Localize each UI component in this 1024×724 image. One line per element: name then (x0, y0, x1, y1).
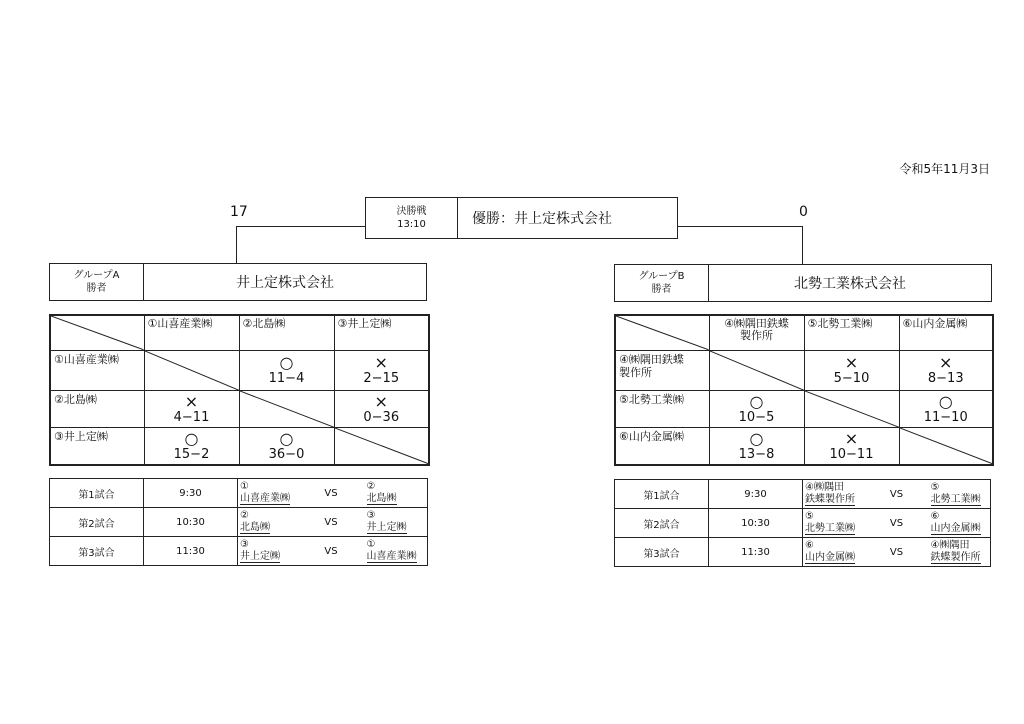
team-b-name-text: 井上定㈱ (366, 522, 407, 533)
league-header-row (615, 315, 993, 350)
team-a-name (805, 494, 863, 506)
diagonal-line (805, 391, 899, 427)
group-b-sub: 勝者 (651, 284, 672, 295)
game-number: 第3試合 (615, 538, 709, 567)
match-score: 8−13 (927, 370, 964, 386)
league-row-header: ①山喜産業㈱ (50, 350, 144, 390)
league-result-cell (804, 428, 899, 465)
team-b-number: ⑤ (930, 482, 940, 493)
group-a-winner-box (49, 263, 427, 301)
team-b-name-text: 北勢工業㈱ (930, 494, 981, 505)
game-time: 9:30 (709, 480, 803, 509)
team-b-name (367, 551, 426, 563)
schedule-row (50, 537, 428, 566)
league-column-header: ②北島㈱ (239, 315, 334, 350)
vs-label: VS (298, 479, 365, 508)
match-score: 13−8 (738, 446, 775, 462)
league-row (615, 350, 993, 390)
team-a-cell (803, 509, 865, 538)
group-b-label: グループB (638, 271, 685, 282)
win-mark-icon: ○ (749, 391, 764, 411)
team-a-cell (803, 480, 865, 509)
league-self-cell (334, 428, 429, 465)
team-b-number: ⑥ (930, 511, 940, 522)
team-a-name (805, 523, 863, 535)
league-result-cell (709, 391, 804, 428)
league-result-cell (239, 350, 334, 390)
game-time: 10:30 (144, 508, 238, 537)
bracket-line-b-vertical (802, 226, 803, 264)
match-score: 4−11 (173, 409, 210, 425)
league-corner-cell (615, 315, 709, 350)
team-b-cell (365, 537, 428, 566)
league-row-header: ④㈱隅田鉄蝶 製作所 (615, 350, 709, 390)
team-a-name-text: 山喜産業㈱ (240, 493, 290, 504)
match-score: 15−2 (173, 446, 210, 462)
match-score: 11−10 (923, 409, 968, 425)
team-a-number: ⑤ (805, 511, 814, 522)
team-b-number: ① (366, 539, 376, 550)
team-b-cell (365, 479, 428, 508)
team-b-name-text: 山内金属㈱ (930, 523, 981, 534)
team-b-name (931, 494, 989, 506)
loss-mark-icon: × (374, 391, 388, 411)
team-a-name-text: 井上定㈱ (240, 551, 280, 562)
match-score: 2−15 (363, 370, 400, 386)
team-b-name (367, 493, 426, 505)
diagonal-line (240, 391, 334, 427)
league-row (615, 428, 993, 465)
group-b-league-table (614, 314, 994, 466)
document-date: 令和5年11月3日 (899, 162, 990, 176)
diagonal-line (616, 316, 709, 350)
loss-mark-icon: × (184, 391, 199, 411)
diagonal-line (710, 351, 804, 390)
match-score: 0−36 (363, 409, 400, 425)
group-a-label-cell (50, 264, 144, 300)
team-b-cell (929, 509, 991, 538)
team-b-number: ② (366, 481, 376, 492)
league-result-cell (899, 350, 993, 390)
game-time: 11:30 (144, 537, 238, 566)
game-time: 10:30 (709, 509, 803, 538)
win-mark-icon: ○ (279, 428, 294, 448)
loss-mark-icon: × (844, 428, 859, 448)
league-result-cell (899, 391, 993, 428)
win-mark-icon: ○ (749, 428, 764, 448)
group-b-winner-box (614, 264, 992, 302)
league-result-cell (144, 428, 239, 465)
bracket-line-a-vertical (236, 226, 237, 263)
diagonal-line (335, 428, 429, 464)
team-a-number: ④㈱隅田 (805, 482, 844, 493)
match-score: 5−10 (833, 370, 870, 386)
league-column-header: ⑥山内金属㈱ (899, 315, 993, 350)
league-result-cell (334, 350, 429, 390)
team-a-name-text: 鉄蝶製作所 (805, 494, 855, 505)
match-score: 10−11 (829, 446, 874, 462)
final-score-b: 0 (799, 204, 808, 220)
league-result-cell (239, 428, 334, 465)
team-a-name-text: 北島㈱ (240, 522, 270, 533)
final-winner: 優勝：井上定株式会社 (472, 211, 612, 227)
league-result-cell (804, 350, 899, 390)
league-row (615, 391, 993, 428)
league-column-header: ⑤北勢工業㈱ (804, 315, 899, 350)
team-b-cell (365, 508, 428, 537)
league-row-header: ⑥山内金属㈱ (615, 428, 709, 465)
league-corner-cell (50, 315, 144, 350)
team-a-name (240, 551, 296, 563)
loss-mark-icon: × (939, 352, 953, 372)
team-a-cell (238, 479, 298, 508)
league-row-header: ②北島㈱ (50, 391, 144, 428)
league-row-header: ⑤北勢工業㈱ (615, 391, 709, 428)
team-b-cell (929, 480, 991, 509)
team-a-cell (803, 538, 865, 567)
league-row-header: ③井上定㈱ (50, 428, 144, 465)
win-mark-icon: ○ (184, 428, 199, 448)
team-b-name (367, 522, 426, 534)
game-time: 9:30 (144, 479, 238, 508)
game-number: 第3試合 (50, 537, 144, 566)
match-score: 36−0 (268, 446, 305, 462)
loss-mark-icon: × (844, 352, 859, 372)
league-header-row (50, 315, 429, 350)
schedule-row (615, 538, 991, 567)
game-number: 第2試合 (615, 509, 709, 538)
team-a-name (240, 522, 296, 534)
group-a-league-table (49, 314, 430, 466)
group-b-schedule-table (614, 479, 991, 567)
schedule-row (615, 509, 991, 538)
diagonal-line (145, 351, 239, 390)
vs-label: VS (298, 537, 365, 566)
team-a-name-text: 北勢工業㈱ (805, 523, 855, 534)
team-b-name (931, 552, 989, 564)
bracket-line-b-horizontal (678, 226, 803, 227)
match-score: 10−5 (738, 409, 775, 425)
game-number: 第1試合 (50, 479, 144, 508)
final-score-a: 17 (230, 204, 248, 220)
league-self-cell (804, 391, 899, 428)
vs-label: VS (865, 480, 929, 509)
schedule-row (50, 508, 428, 537)
schedule-row (50, 479, 428, 508)
team-b-number: ③ (366, 510, 376, 521)
team-a-number: ⑥ (805, 540, 814, 551)
game-number: 第1試合 (615, 480, 709, 509)
win-mark-icon: ○ (938, 391, 953, 411)
team-b-name-text: 北島㈱ (366, 493, 397, 504)
final-box (365, 197, 678, 239)
league-self-cell (144, 350, 239, 390)
team-a-number: ① (240, 481, 249, 492)
vs-label: VS (298, 508, 365, 537)
league-result-cell (144, 391, 239, 428)
game-time: 11:30 (709, 538, 803, 567)
loss-mark-icon: × (374, 352, 388, 372)
team-b-cell (929, 538, 991, 567)
team-b-name (931, 523, 989, 535)
group-a-schedule-table (49, 478, 428, 566)
league-result-cell (334, 391, 429, 428)
team-b-number: ④㈱隅田 (930, 540, 970, 551)
game-number: 第2試合 (50, 508, 144, 537)
team-b-name-text: 鉄蝶製作所 (930, 552, 981, 563)
league-row (50, 391, 429, 428)
win-mark-icon: ○ (279, 352, 294, 372)
team-a-cell (238, 537, 298, 566)
match-score: 11−4 (268, 370, 305, 386)
team-a-cell (238, 508, 298, 537)
league-column-header: ①山喜産業㈱ (144, 315, 239, 350)
team-a-name (240, 493, 296, 505)
final-label-cell (366, 198, 458, 238)
vs-label: VS (865, 509, 929, 538)
group-a-winner-name: 井上定株式会社 (236, 275, 334, 291)
diagonal-line (51, 316, 144, 350)
team-a-number: ③ (240, 539, 249, 550)
final-label: 決勝戦 (396, 206, 427, 217)
league-column-header: ④㈱隅田鉄蝶 製作所 (709, 315, 804, 350)
team-a-number: ② (240, 510, 249, 521)
schedule-row (615, 480, 991, 509)
league-column-header: ③井上定㈱ (334, 315, 429, 350)
diagonal-line (900, 428, 993, 464)
team-a-name (805, 552, 863, 564)
group-a-label: グループA (73, 270, 120, 281)
league-result-cell (709, 428, 804, 465)
final-time: 13:10 (397, 219, 426, 230)
group-b-winner-name: 北勢工業株式会社 (794, 276, 906, 292)
league-row (50, 428, 429, 465)
league-row (50, 350, 429, 390)
vs-label: VS (865, 538, 929, 567)
team-a-name-text: 山内金属㈱ (805, 552, 855, 563)
group-b-label-cell (615, 265, 709, 301)
team-b-name-text: 山喜産業㈱ (366, 551, 417, 562)
league-self-cell (709, 350, 804, 390)
bracket-line-a-horizontal (236, 226, 365, 227)
group-a-sub: 勝者 (86, 283, 107, 294)
league-self-cell (239, 391, 334, 428)
league-self-cell (899, 428, 993, 465)
